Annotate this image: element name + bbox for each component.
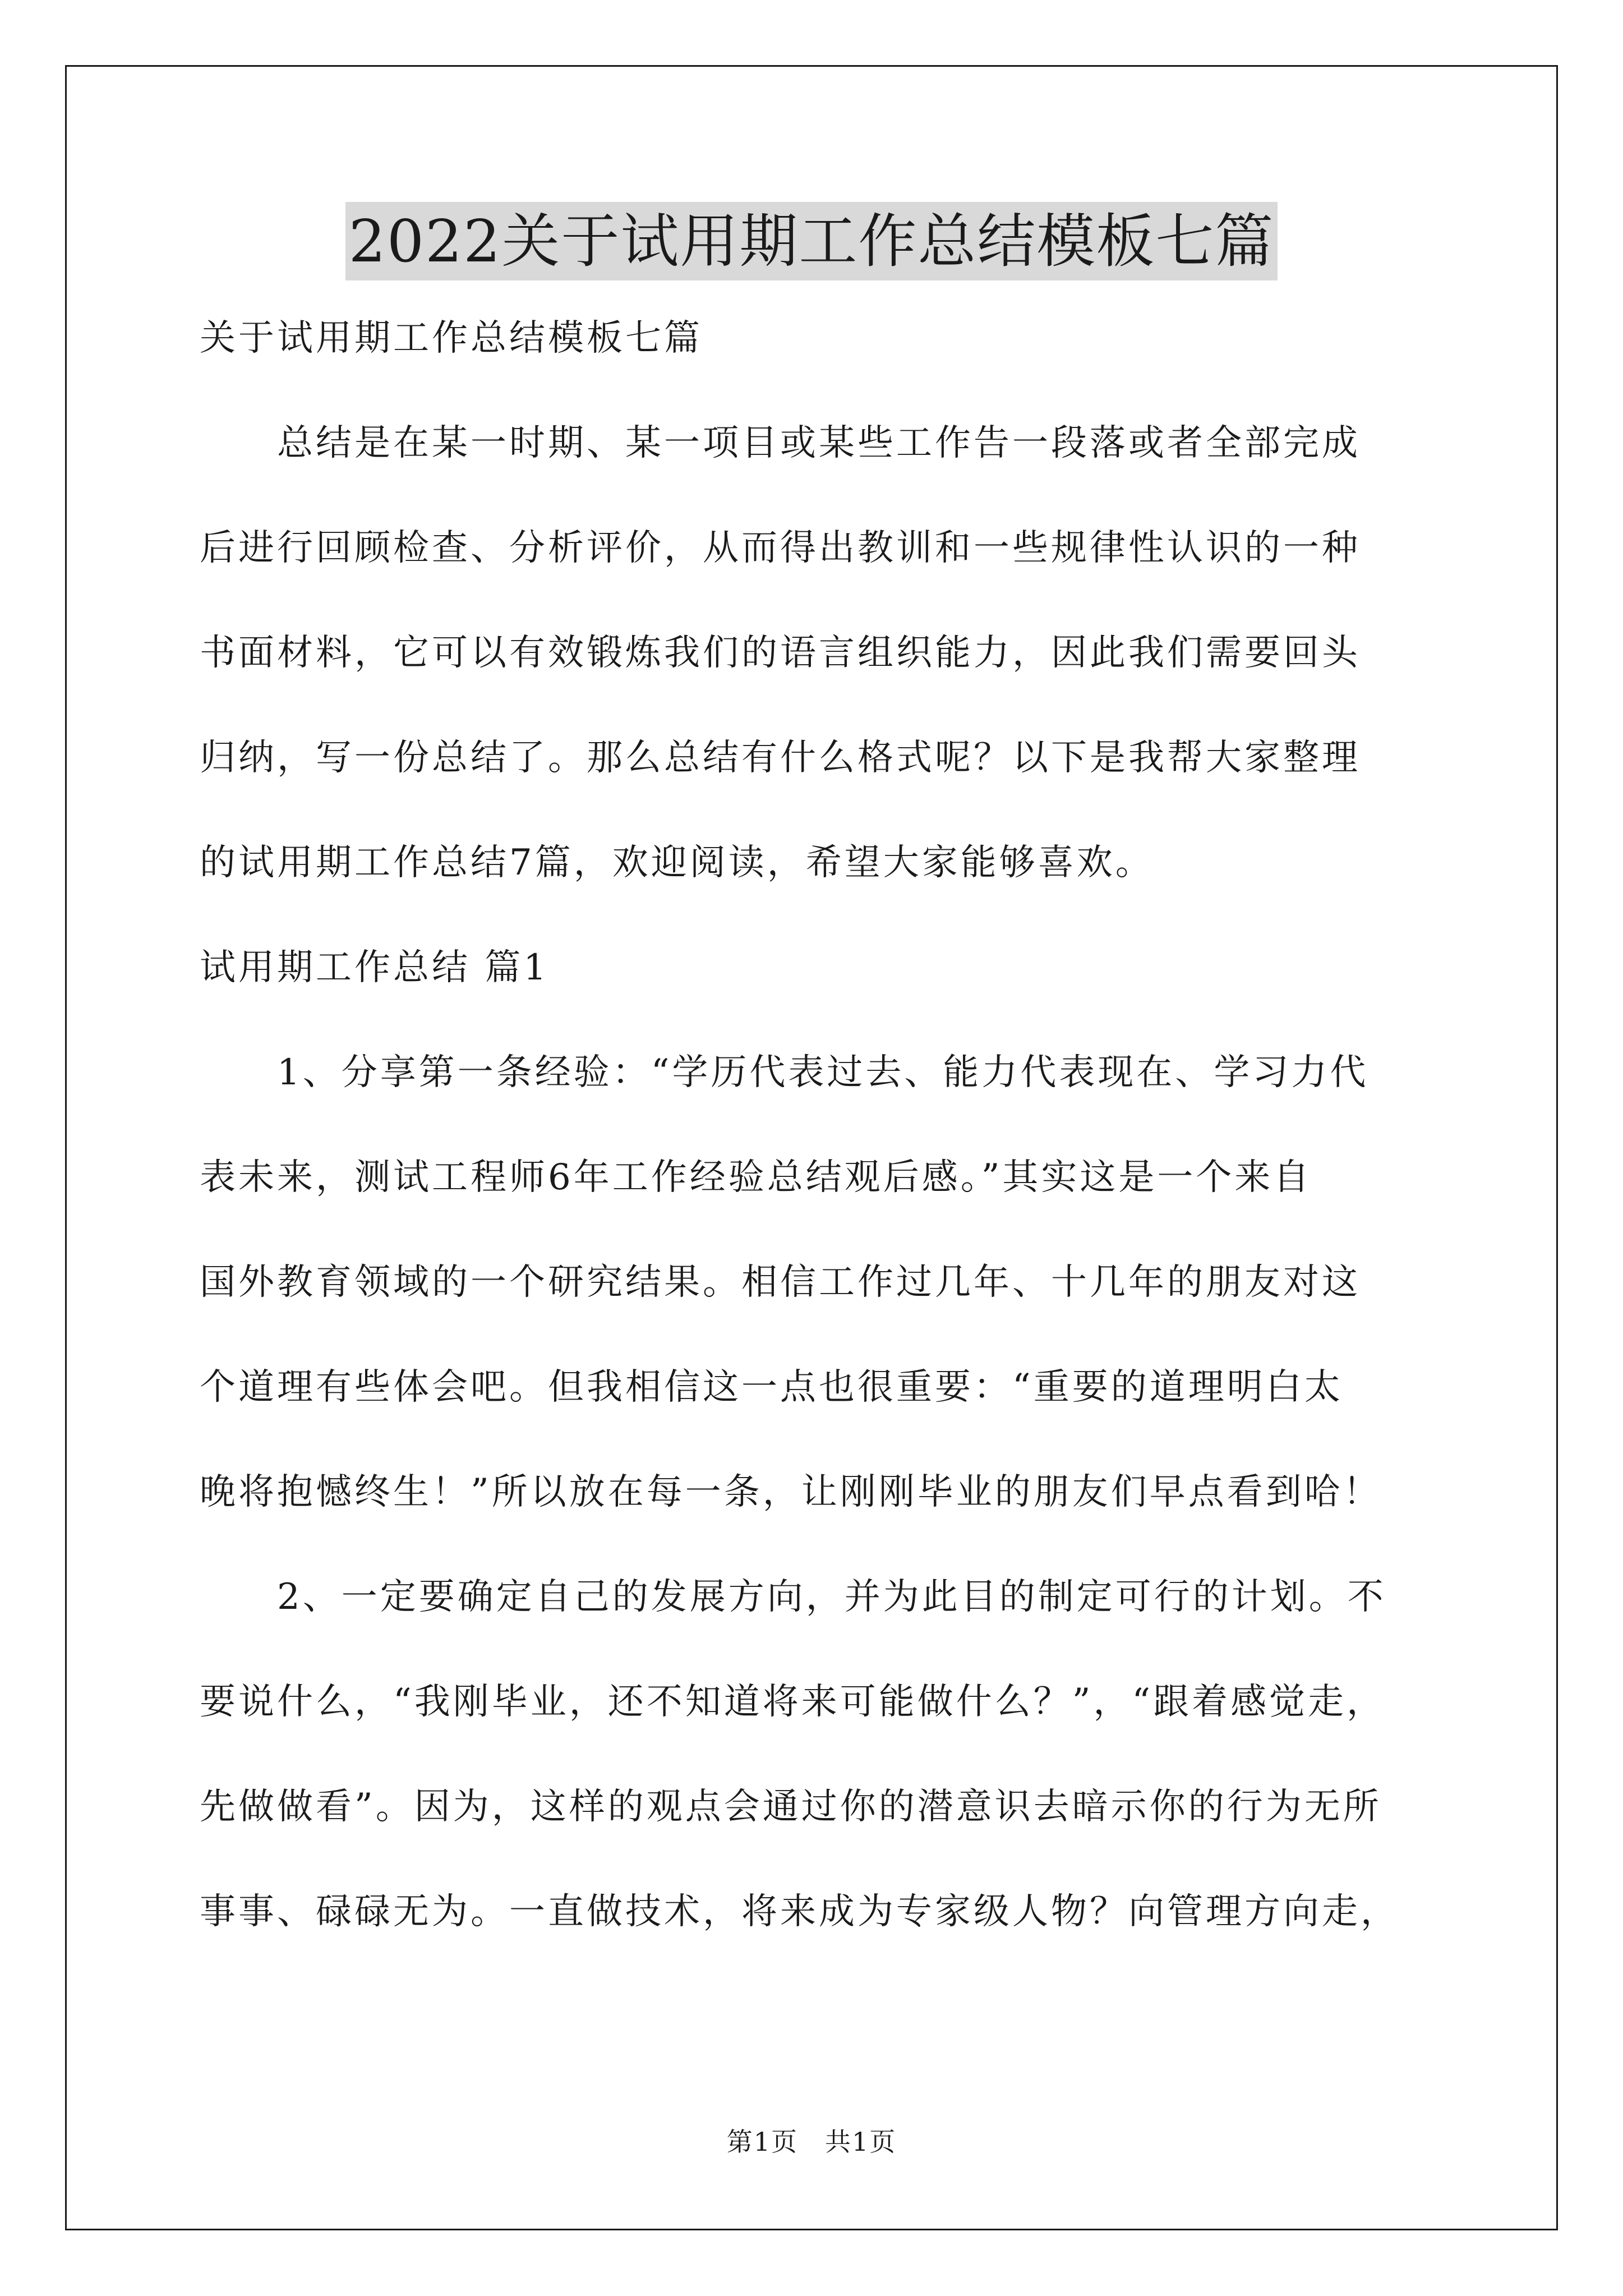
page-footer [0, 2125, 1623, 2159]
document-body [200, 313, 1428, 1991]
paragraph-line: 国外教育领域的一个研究结果。相信工作过几年、十几年的朋友对这 [200, 1262, 1361, 1303]
paragraph-line: 晚将抱憾终生！”所以放在每一条，让刚刚毕业的朋友们早点看到哈！ [200, 1471, 1382, 1513]
paragraph-line: 2、一定要确定自己的发展方向，并为此目的制定可行的计划。不 [277, 1576, 1386, 1618]
intro-line: 的试用期工作总结7篇，欢迎阅读，希望大家能够喜欢。 [200, 842, 1154, 884]
page-total: 共1页 [825, 2127, 897, 2157]
page-number: 第1页 [726, 2127, 798, 2157]
paragraph-line: 先做做看”。因为，这样的观点会通过你的潜意识去暗示你的行为无所 [200, 1786, 1382, 1828]
paragraph-2 [200, 1572, 1428, 1937]
paragraph-line: 事事、碌碌无为。一直做技术，将来成为专家级人物？向管理方向走， [200, 1891, 1399, 1932]
title-container [0, 202, 1623, 280]
intro-line: 后进行回顾检查、分析评价，从而得出教训和一些规律性认识的一种 [200, 527, 1361, 569]
document-title: 2022关于试用期工作总结模板七篇 [345, 202, 1278, 280]
paragraph-line: 个道理有些体会吧。但我相信这一点也很重要：“重要的道理明白太 [200, 1366, 1343, 1408]
paragraph-line: 要说什么，“我刚毕业，还不知道将来可能做什么？”，“跟着感觉走， [200, 1681, 1386, 1723]
intro-line: 归纳，写一份总结了。那么总结有什么格式呢？以下是我帮大家整理 [200, 737, 1361, 779]
intro-line: 书面材料，它可以有效锻炼我们的语言组织能力，因此我们需要回头 [200, 632, 1361, 674]
section-heading: 试用期工作总结 篇1 [200, 947, 550, 988]
document-subtitle: 关于试用期工作总结模板七篇 [200, 318, 703, 359]
paragraph-line: 1、分享第一条经验：“学历代表过去、能力代表现在、学习力代 [277, 1052, 1369, 1093]
paragraph-1 [200, 1047, 1428, 1517]
intro-paragraph [200, 418, 1428, 888]
paragraph-line: 表未来，测试工程师6年工作经验总结观后感。”其实这是一个来自 [200, 1157, 1312, 1198]
intro-line: 总结是在某一时期、某一项目或某些工作告一段落或者全部完成 [277, 422, 1361, 464]
